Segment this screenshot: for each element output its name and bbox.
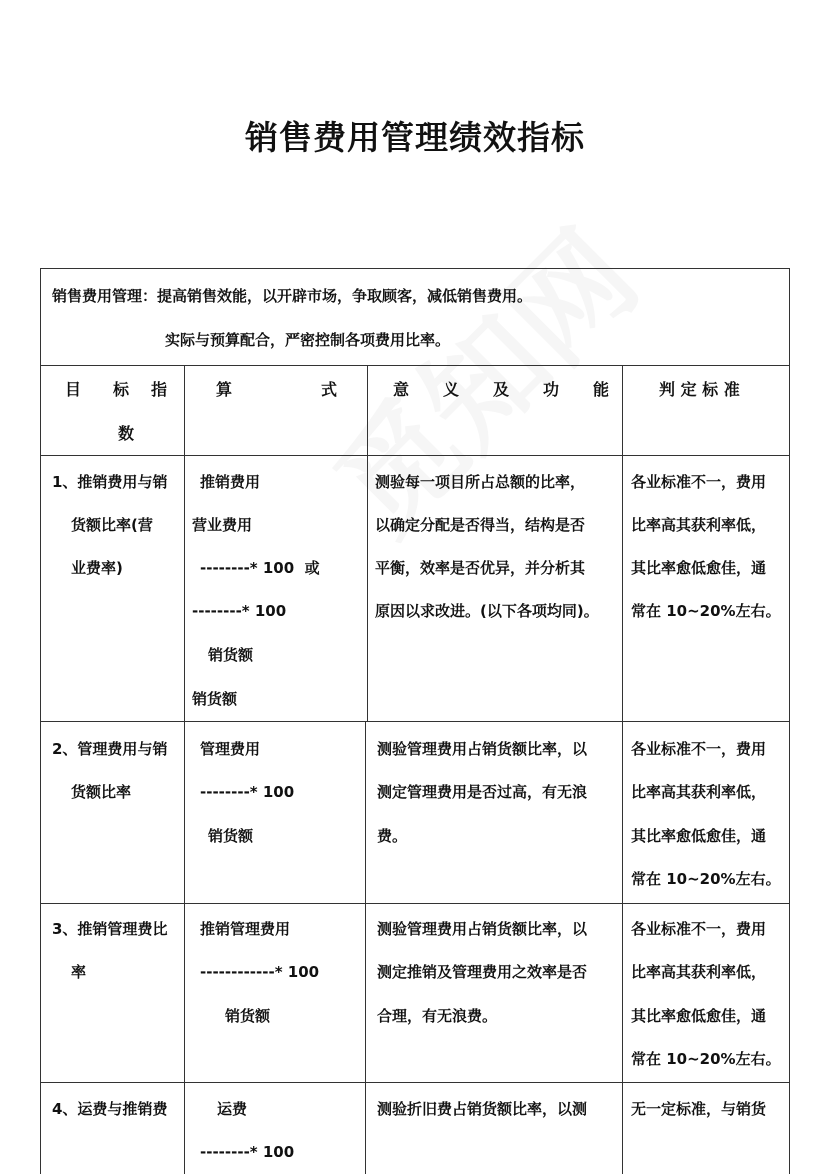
header-meaning-char: 及 <box>493 380 510 399</box>
row3-formula: ------------* 100 <box>200 963 320 981</box>
row2-formula: 销货额 <box>208 827 254 845</box>
row1-meaning: 以确定分配是否得当，结构是否 <box>375 516 586 534</box>
row1-standard: 比率高其获利率低， <box>631 516 767 534</box>
row1-formula: 销货额 <box>192 690 238 708</box>
row-divider <box>41 721 789 722</box>
row2-indicator: 2、管理费用与销 <box>52 740 168 758</box>
row3-meaning: 测验管理费用占销货额比率，以 <box>377 920 588 938</box>
page-title: 销售费用管理绩效指标 <box>245 118 585 157</box>
row4-indicator: 4、运费与推销费 <box>52 1100 168 1118</box>
row2-standard: 各业标准不一，费用 <box>631 740 767 758</box>
header-formula-char: 式 <box>321 380 338 399</box>
row1-indicator: 业费率) <box>71 559 123 577</box>
row3-formula: 销货额 <box>225 1007 271 1025</box>
row4-formula: --------* 100 <box>200 1143 295 1161</box>
row4-meaning: 测验折旧费占销货额比率，以测 <box>377 1100 588 1118</box>
row3-meaning: 测定推销及管理费用之效率是否 <box>377 963 588 981</box>
column-divider <box>184 365 185 1174</box>
row1-formula: 销货额 <box>208 646 254 664</box>
column-divider <box>365 721 366 1174</box>
row1-indicator: 货额比率(营 <box>71 516 153 534</box>
row2-standard: 常在 10~20%左右。 <box>631 870 781 888</box>
row1-indicator: 1、推销费用与销 <box>52 473 168 491</box>
row2-meaning: 费。 <box>377 827 408 845</box>
row1-standard: 其比率愈低愈佳，通 <box>631 559 767 577</box>
row2-standard: 其比率愈低愈佳，通 <box>631 827 767 845</box>
row1-formula: --------* 100 <box>192 602 287 620</box>
column-divider <box>622 365 623 1174</box>
row3-standard: 各业标准不一，费用 <box>631 920 767 938</box>
header-meaning-char: 功 <box>543 380 560 399</box>
row2-formula: --------* 100 <box>200 783 295 801</box>
row1-formula: 营业费用 <box>192 516 253 534</box>
row3-meaning: 合理，有无浪费。 <box>377 1007 498 1025</box>
row4-formula: 运费 <box>217 1100 248 1118</box>
intro-line-1: 销售费用管理：提高销售效能，以开辟市场，争取顾客，减低销售费用。 <box>52 287 533 305</box>
row2-indicator: 货额比率 <box>71 783 132 801</box>
row1-meaning: 测验每一项目所占总额的比率， <box>375 473 586 491</box>
row-divider <box>41 455 789 456</box>
row1-meaning: 平衡，效率是否优异，并分析其 <box>375 559 586 577</box>
row2-standard: 比率高其获利率低， <box>631 783 767 801</box>
header-indicator-char: 目 <box>65 380 82 399</box>
row-divider <box>41 903 789 904</box>
row3-standard: 其比率愈低愈佳，通 <box>631 1007 767 1025</box>
row3-formula: 推销管理费用 <box>200 920 291 938</box>
header-meaning-char: 能 <box>593 380 610 399</box>
row-divider <box>41 1082 789 1083</box>
intro-line-2: 实际与预算配合，严密控制各项费用比率。 <box>165 331 451 349</box>
header-meaning-char: 意 <box>393 380 410 399</box>
indicator-table <box>40 268 790 1174</box>
header-standard: 判 定 标 准 <box>659 380 740 399</box>
row3-indicator: 率 <box>71 963 87 981</box>
row1-formula: --------* 100 或 <box>200 559 320 577</box>
header-formula-char: 算 <box>216 380 233 399</box>
row2-formula: 管理费用 <box>200 740 261 758</box>
header-indicator-char: 标 <box>113 380 130 399</box>
header-meaning-char: 义 <box>443 380 460 399</box>
row2-meaning: 测验管理费用占销货额比率，以 <box>377 740 588 758</box>
header-indicator-char: 数 <box>118 424 135 443</box>
row-divider <box>41 365 789 366</box>
row2-meaning: 测定管理费用是否过高，有无浪 <box>377 783 588 801</box>
row3-standard: 比率高其获利率低， <box>631 963 767 981</box>
header-indicator-char: 指 <box>151 380 168 399</box>
row1-standard: 各业标准不一，费用 <box>631 473 767 491</box>
column-divider <box>367 365 368 721</box>
row3-indicator: 3、推销管理费比 <box>52 920 168 938</box>
row1-meaning: 原因以求改进。(以下各项均同)。 <box>375 602 599 620</box>
row1-standard: 常在 10~20%左右。 <box>631 602 781 620</box>
row1-formula: 推销费用 <box>200 473 261 491</box>
row4-standard: 无一定标准，与销货 <box>631 1100 767 1118</box>
row3-standard: 常在 10~20%左右。 <box>631 1050 781 1068</box>
